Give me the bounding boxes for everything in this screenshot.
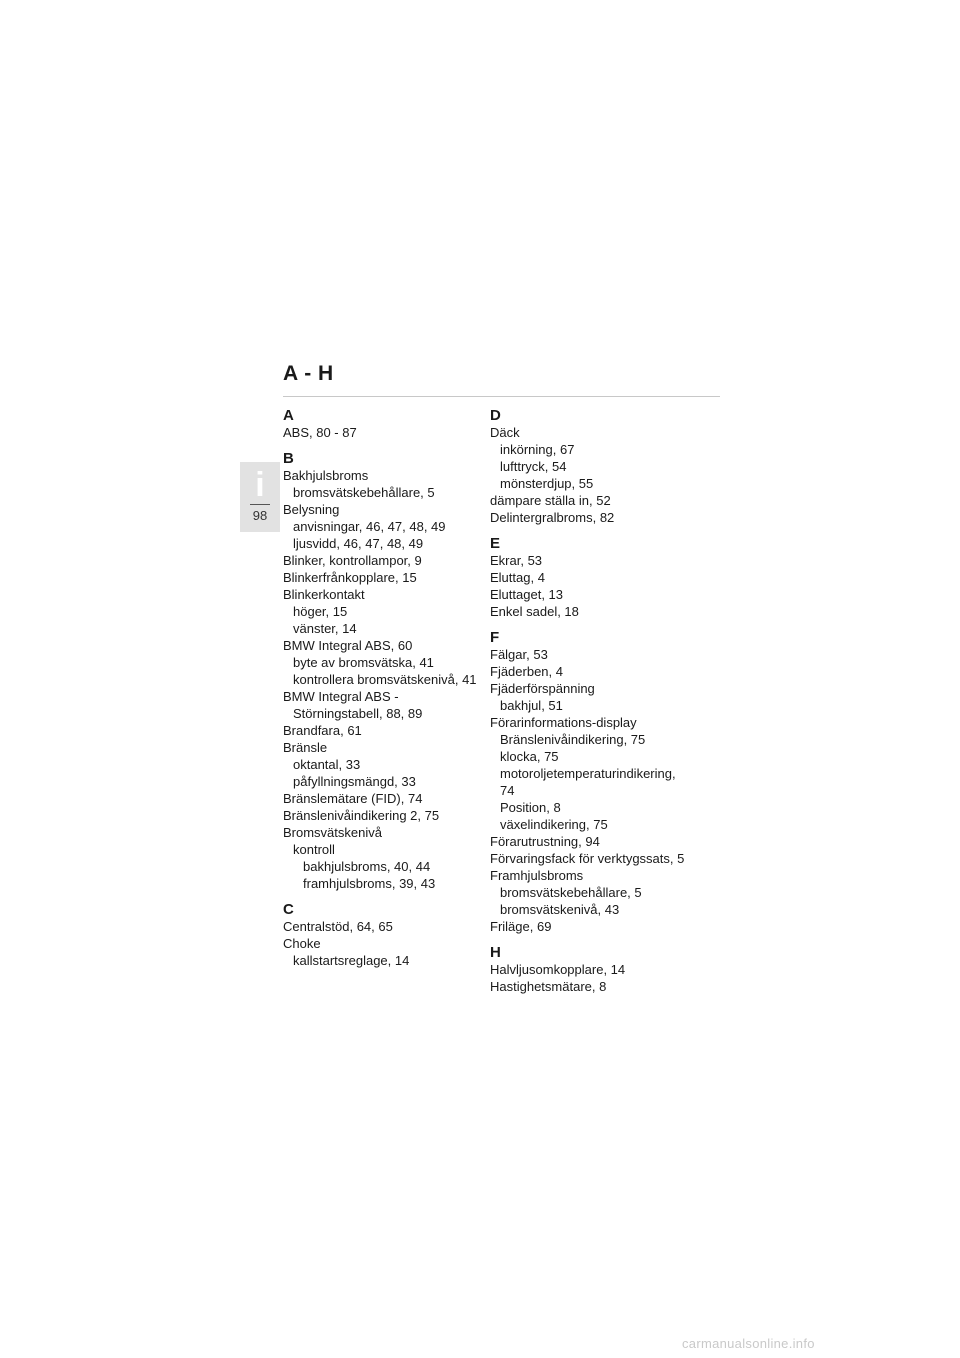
index-entry: Brandfara, 61 [283,723,362,738]
index-subentry: kallstartsreglage, 14 [293,953,410,968]
page-number: 98 [252,508,268,523]
index-subentry: motoroljetemperaturindikering, [500,766,676,781]
index-entry: Fjäderben, 4 [490,664,563,679]
info-icon: i [255,466,265,504]
index-letter-heading: B [283,450,294,467]
index-subentry: bakhjulsbroms, 40, 44 [303,859,431,874]
tab-divider [250,504,270,505]
index-subentry: påfyllningsmängd, 33 [293,774,416,789]
index-entry: Blinkerkontakt [283,587,365,602]
index-subentry: bromsvätskebehållare, 5 [500,885,642,900]
index-entry: Hastighetsmätare, 8 [490,979,607,994]
index-entry: Framhjulsbroms [490,868,584,883]
index-entry: Eluttaget, 13 [490,587,563,602]
index-entry: Däck [490,425,520,440]
index-subentry: kontroll [293,842,335,857]
index-tab [240,462,280,532]
index-letter-heading: F [490,629,500,646]
index-entry: BMW Integral ABS, 60 [283,638,413,653]
index-subentry: byte av bromsvätska, 41 [293,655,434,670]
index-entry: Friläge, 69 [490,919,552,934]
index-subentry: lufttryck, 54 [500,459,567,474]
index-entry: Centralstöd, 64, 65 [283,919,393,934]
index-entry: Halvljusomkopplare, 14 [490,962,626,977]
index-entry: Bränslenivåindikering 2, 75 [283,808,440,823]
index-subentry: höger, 15 [293,604,348,619]
index-subentry: bromsvätskebehållare, 5 [293,485,435,500]
page-title: A - H [283,362,334,385]
index-entry: Eluttag, 4 [490,570,545,585]
index-subentry: Position, 8 [500,800,561,815]
index-entry: Förarutrustning, 94 [490,834,600,849]
index-letter-heading: C [283,901,294,918]
index-letter-heading: E [490,535,501,552]
index-entry: Bränslemätare (FID), 74 [283,791,423,806]
index-entry: Choke [283,936,321,951]
index-subentry: anvisningar, 46, 47, 48, 49 [293,519,446,534]
index-subentry: kontrollera bromsvätskenivå, 41 [293,672,477,687]
index-entry: BMW Integral ABS - [283,689,399,704]
index-subentry: klocka, 75 [500,749,559,764]
index-entry: ABS, 80 - 87 [283,425,357,440]
title-divider [283,396,720,397]
index-entry: Belysning [283,502,340,517]
index-entry: Fjäderförspänning [490,681,595,696]
index-column-right [490,408,690,995]
index-entry: Blinkerfrånkopplare, 15 [283,570,417,585]
index-subentry: vänster, 14 [293,621,357,636]
index-subentry: ljusvidd, 46, 47, 48, 49 [293,536,424,551]
index-entry: Blinker, kontrollampor, 9 [283,553,422,568]
index-subentry: Störningstabell, 88, 89 [293,706,423,721]
index-entry: Förarinformations-display [490,715,637,730]
watermark: carmanualsonline.info [682,1336,815,1351]
index-column-left [283,408,483,969]
index-subentry: oktantal, 33 [293,757,361,772]
index-subentry: framhjulsbroms, 39, 43 [303,876,436,891]
index-entry: Bromsvätskenivå [283,825,382,840]
index-subentry: 74 [500,783,515,798]
index-entry: Förvaringsfack för verktygssats, 5 [490,851,685,866]
index-entry: Delintergralbroms, 82 [490,510,615,525]
index-subentry: inkörning, 67 [500,442,575,457]
index-subentry: växelindikering, 75 [500,817,608,832]
index-subentry: bromsvätskenivå, 43 [500,902,620,917]
index-letter-heading: H [490,944,501,961]
index-letter-heading: A [283,407,294,424]
index-letter-heading: D [490,407,501,424]
index-entry: Bakhjulsbroms [283,468,369,483]
index-subentry: mönsterdjup, 55 [500,476,594,491]
index-entry: dämpare ställa in, 52 [490,493,611,508]
index-entry: Ekrar, 53 [490,553,543,568]
index-subentry: bakhjul, 51 [500,698,563,713]
index-entry: Bränsle [283,740,328,755]
index-subentry: Bränslenivåindikering, 75 [500,732,646,747]
index-entry: Enkel sadel, 18 [490,604,579,619]
index-entry: Fälgar, 53 [490,647,548,662]
